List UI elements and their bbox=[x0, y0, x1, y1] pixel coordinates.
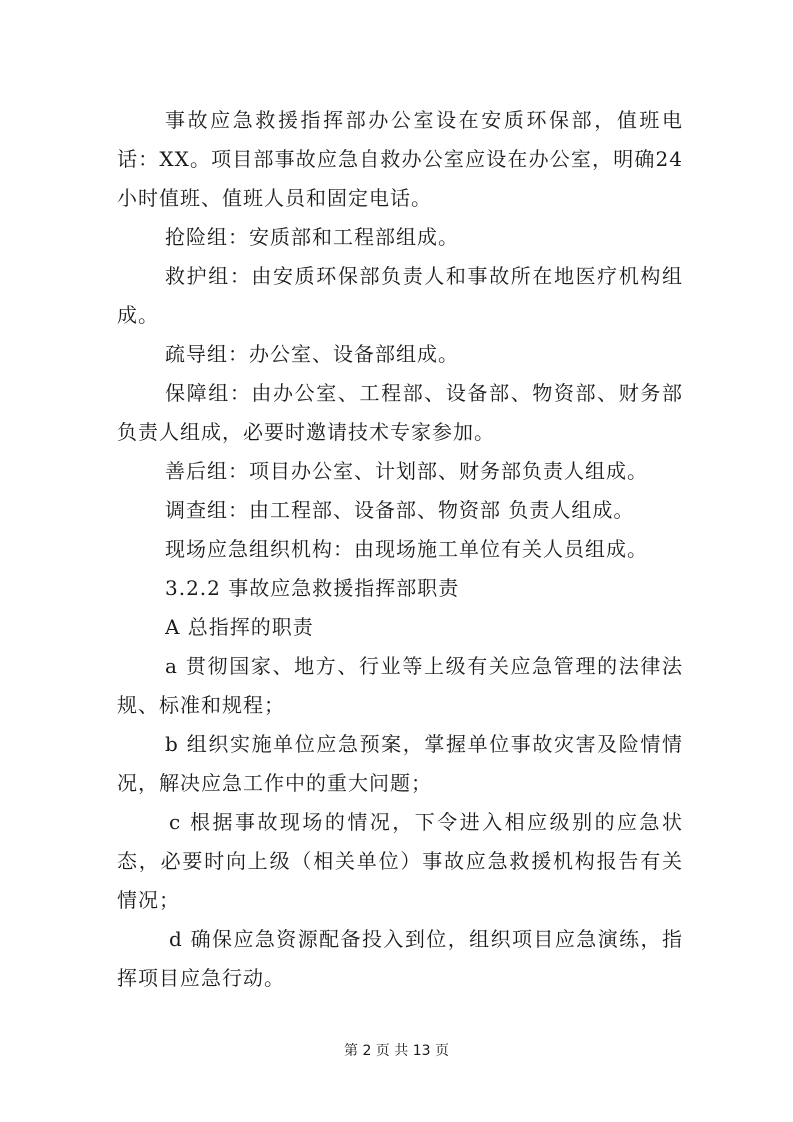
section-heading-3-2-2: 3.2.2 事故应急救援指挥部职责 bbox=[165, 576, 460, 600]
paragraph-investigation-group: 调查组：由工程部、设备部、物资部 负责人组成。 bbox=[165, 498, 635, 522]
paragraph-rescue-group: 抢险组：安质部和工程部组成。 bbox=[165, 225, 459, 249]
paragraph-command-office: 事故应急救援指挥部办公室设在安质环保部，值班电话：XX。项目部事故应急自救办公室应设在办公室，明确24小时值班、值班人员和固定电话。 bbox=[117, 108, 683, 210]
paragraph-medical-group: 救护组：由安质环保部负责人和事故所在地医疗机构组成。 bbox=[117, 264, 683, 327]
page-number-footer: 第 2 页 共 13 页 bbox=[344, 1043, 449, 1059]
duty-item-b: b 组织实施单位应急预案，掌握单位事故灾害及险情情况，解决应急工作中的重大问题； bbox=[117, 732, 683, 795]
document-body bbox=[117, 101, 683, 998]
duty-item-c: c 根据事故现场的情况，下令进入相应级别的应急状态，必要时向上级（相关单位）事故应急救援机构报告有关情况； bbox=[117, 810, 683, 912]
paragraph-onsite-organization: 现场应急组织机构：由现场施工单位有关人员组成。 bbox=[165, 537, 648, 561]
paragraph-support-group: 保障组：由办公室、工程部、设备部、物资部、财务部负责人组成，必要时邀请技术专家参加。 bbox=[117, 381, 683, 444]
duty-item-a: a 贯彻国家、地方、行业等上级有关应急管理的法律法规、标准和规程； bbox=[117, 654, 683, 717]
subheading-commander-duties: A 总指挥的职责 bbox=[165, 615, 314, 639]
paragraph-aftermath-group: 善后组：项目办公室、计划部、财务部负责人组成。 bbox=[165, 459, 648, 483]
duty-item-d: d 确保应急资源配备投入到位，组织项目应急演练，指挥项目应急行动。 bbox=[117, 927, 683, 990]
paragraph-guidance-group: 疏导组：办公室、设备部组成。 bbox=[165, 342, 459, 366]
